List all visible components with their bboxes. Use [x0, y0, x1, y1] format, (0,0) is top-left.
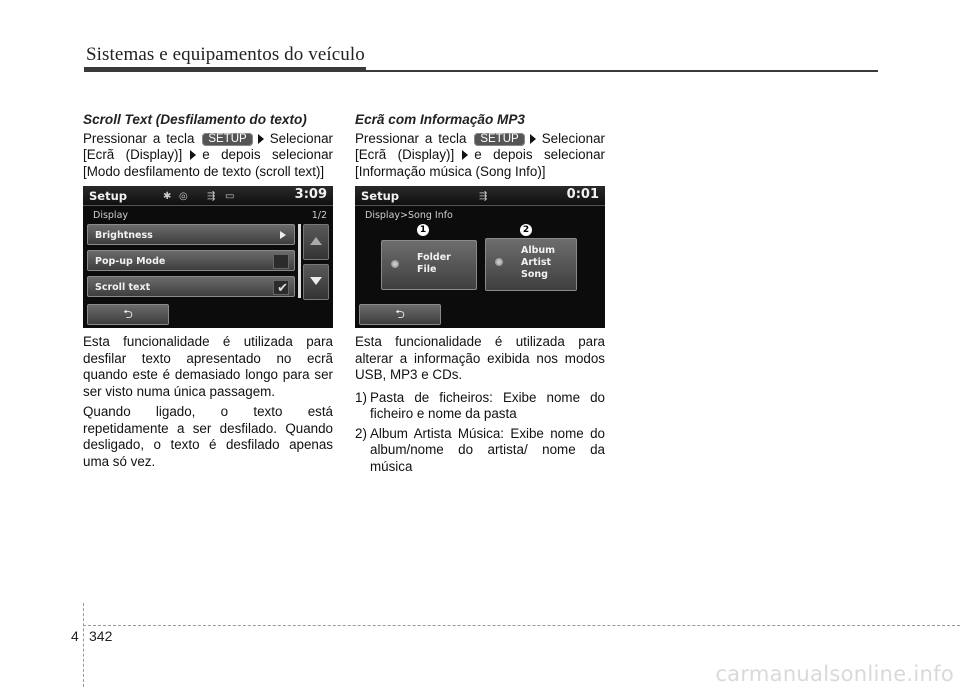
menu-item-brightness[interactable]: [87, 224, 295, 245]
scroll-track: [298, 224, 301, 298]
instruction-text: Selecionar: [541, 130, 605, 146]
list-item: [355, 390, 605, 423]
triangle-down-icon: [310, 277, 322, 285]
usb-icon: ⇶: [479, 191, 488, 202]
screen-title: Setup: [361, 189, 399, 203]
section-title: Scroll Text (Desfilamento do texto): [83, 112, 307, 127]
page-header-title: Sistemas e equipamentos do veículo: [86, 44, 365, 65]
option-line: Song: [521, 269, 548, 280]
menu-item-scroll-text[interactable]: [87, 276, 295, 297]
back-button[interactable]: [87, 304, 169, 325]
clock-time: 3:09: [294, 187, 327, 202]
chapter-number: 4: [71, 628, 79, 644]
screen-title-bar: [355, 186, 605, 206]
instruction-text: Pressionar a tecla: [355, 130, 467, 146]
paragraph-description: Esta funcionalidade é utilizada para desfilar texto apresentado no ecrã quando este é demasiado longo para ser ser visto numa única passagem.: [83, 334, 333, 399]
callout-badge-1: 1: [417, 224, 429, 236]
section-scroll-text: [83, 112, 333, 474]
clock-time: 0:01: [566, 187, 599, 202]
option-label: [417, 252, 451, 276]
radio-icon: [495, 258, 503, 266]
list-item: [355, 426, 605, 476]
checkbox-icon: [273, 254, 289, 269]
instruction-line-3: [Modo desfilamento de texto (scroll text)]: [83, 163, 325, 179]
paragraph-behavior: Quando ligado, o texto está repetidamente a ser desfilado. Quando desligado, o texto é desfilado apenas uma só vez.: [83, 404, 333, 469]
list-number: 1): [355, 389, 367, 405]
option-line: Artist: [521, 257, 552, 268]
callout-badge-2: 2: [520, 224, 532, 236]
instruction-line-2: [83, 147, 333, 164]
instruction-text: e depois selecionar: [474, 147, 605, 162]
option-line: Folder: [417, 252, 451, 263]
instruction-line-1: [355, 131, 605, 148]
chevron-right-icon: [280, 231, 286, 239]
arrow-right-icon: [462, 150, 468, 160]
arrow-right-icon: [530, 134, 536, 144]
instruction-text: e depois selecionar: [202, 147, 333, 162]
section-mp3-info: [355, 112, 605, 478]
screen-breadcrumb: Display>Song Info: [365, 210, 453, 221]
bluetooth-icon: ✱: [163, 191, 172, 202]
battery-icon: ▭: [225, 191, 235, 202]
menu-item-popup-mode[interactable]: [87, 250, 295, 271]
header-rule-thin: [366, 70, 878, 72]
footer-divider: [83, 625, 960, 626]
triangle-up-icon: [310, 237, 322, 245]
scroll-down-button[interactable]: [303, 264, 329, 300]
instruction-line-3: [Informação música (Song Info)]: [355, 163, 546, 179]
page-number: 342: [89, 628, 113, 644]
setup-key-icon: SETUP: [474, 133, 524, 146]
option-album-artist-song[interactable]: [485, 238, 577, 291]
screen-title-bar: [83, 186, 333, 206]
list-text: Pasta de ficheiros: Exibe nome do ficheiro e nome da pasta: [370, 389, 605, 421]
option-folder-file[interactable]: [381, 240, 477, 290]
page-indicator: 1/2: [311, 210, 327, 221]
paragraph-description: Esta funcionalidade é utilizada para alterar a informação exibida nos modos USB, MP3 e CDs.: [355, 334, 605, 382]
arrow-right-icon: [258, 134, 264, 144]
option-label: [521, 245, 555, 281]
screen-title: Setup: [89, 189, 127, 203]
watermark-text: carmanualsonline.info: [715, 662, 954, 686]
instruction-line-2: [355, 147, 605, 164]
arrow-right-icon: [190, 150, 196, 160]
song-info-screenshot: [355, 186, 605, 328]
option-line: File: [417, 264, 437, 275]
menu-item-label: Brightness: [95, 230, 153, 241]
setup-key-icon: SETUP: [202, 133, 252, 146]
option-line: Album: [521, 245, 556, 256]
disc-icon: ◎: [179, 191, 188, 202]
option-list: [355, 390, 605, 476]
list-text: Album Artista Música: Exibe nome do album/nome do artista/ nome da música: [370, 425, 605, 474]
scroll-up-button[interactable]: [303, 224, 329, 260]
back-button[interactable]: [359, 304, 441, 325]
setup-display-screenshot: [83, 186, 333, 328]
instruction-text: Pressionar a tecla: [83, 130, 195, 146]
menu-item-label: Pop-up Mode: [95, 256, 166, 267]
section-title: Ecrã com Informação MP3: [355, 112, 525, 127]
checkmark-icon: ✔: [277, 281, 288, 296]
screen-breadcrumb: Display: [93, 210, 129, 221]
usb-icon: ⇶: [207, 191, 216, 202]
footer-divider-vertical: [83, 603, 85, 687]
list-number: 2): [355, 425, 367, 441]
header-rule: [84, 67, 366, 72]
back-arrow-icon: ⮌: [395, 307, 405, 321]
instruction-text: [Ecrã (Display)]: [83, 147, 183, 162]
instruction-text: Selecionar: [269, 130, 333, 146]
instruction-text: [Ecrã (Display)]: [355, 147, 455, 162]
back-arrow-icon: ⮌: [123, 307, 133, 321]
radio-icon: [391, 260, 399, 268]
instruction-line-1: [83, 131, 333, 148]
menu-item-label: Scroll text: [95, 282, 151, 293]
checkbox-icon: [273, 280, 289, 295]
